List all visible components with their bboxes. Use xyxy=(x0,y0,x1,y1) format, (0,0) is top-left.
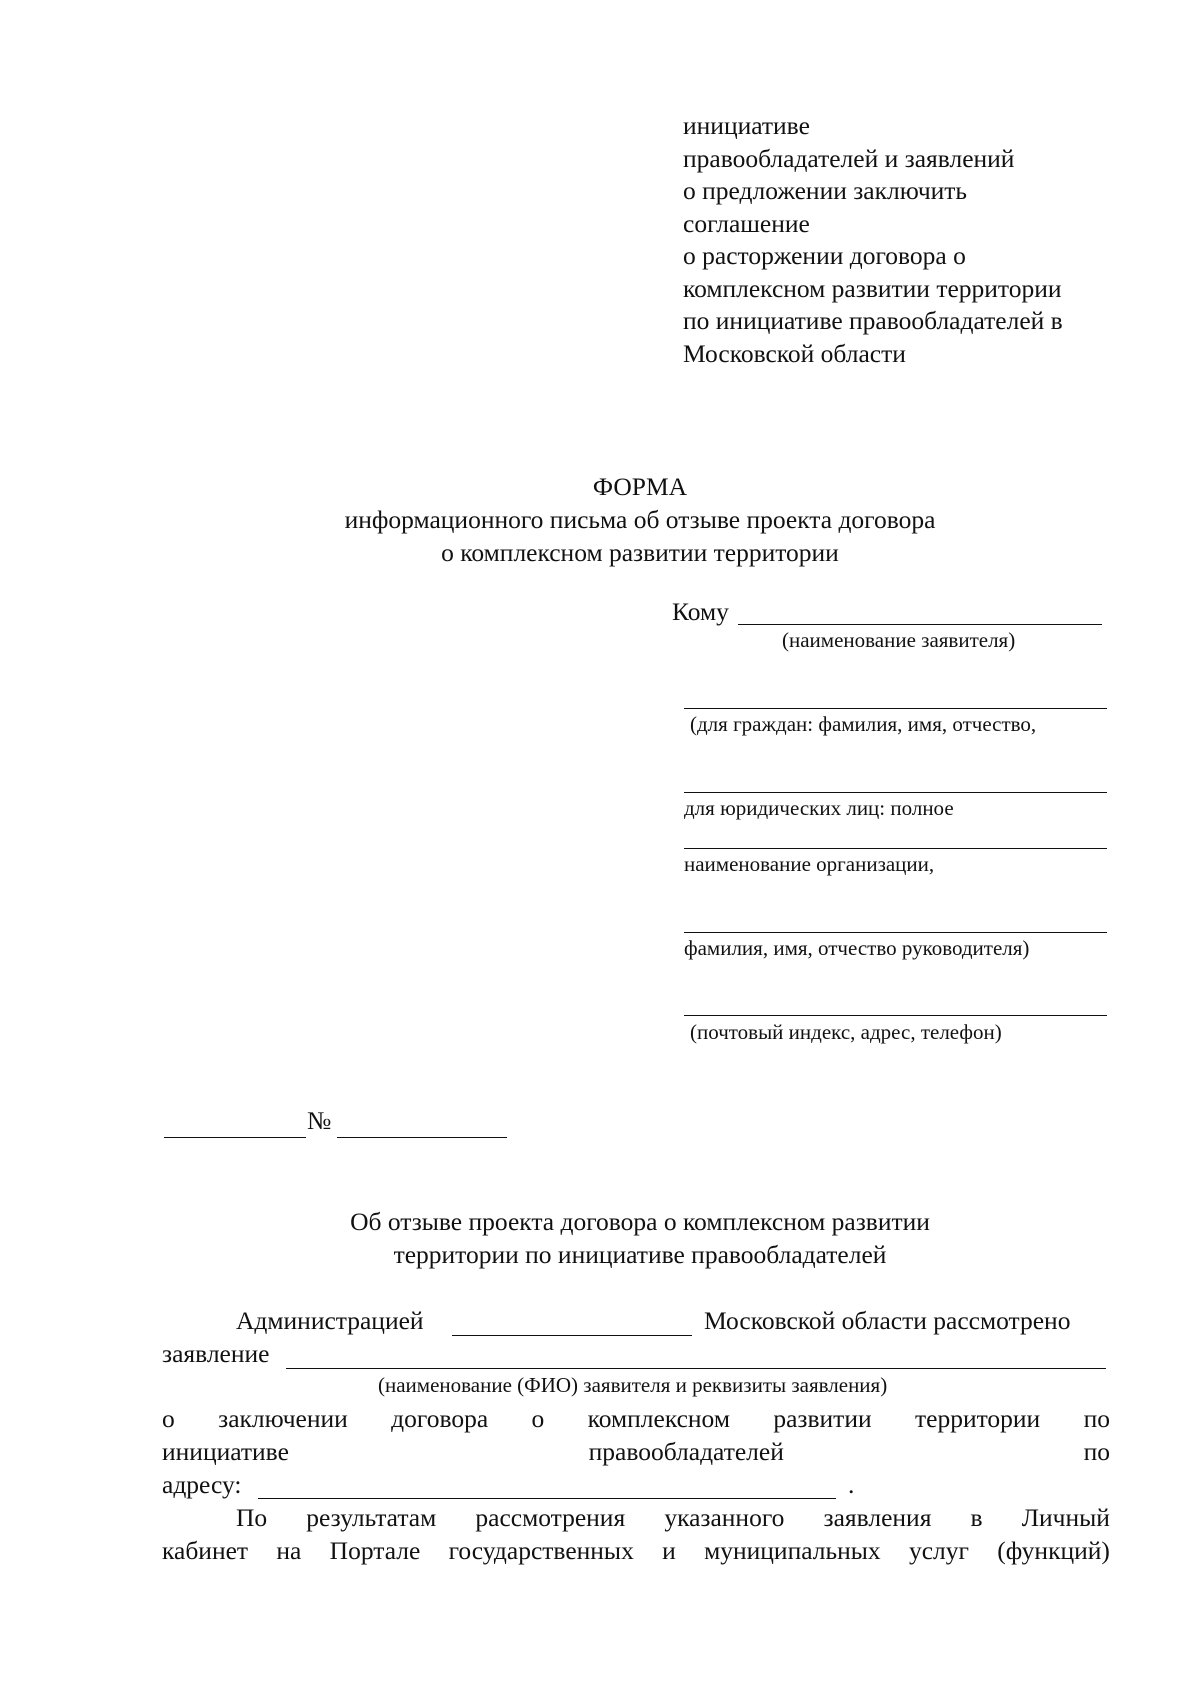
body-address-label: адресу: xyxy=(162,1470,242,1499)
body-word: (функций) xyxy=(997,1536,1110,1565)
caption-applicant: (наименование заявителя) xyxy=(782,628,1016,652)
body-word: на xyxy=(276,1536,302,1565)
form-subtitle: о комплексном развитии территории xyxy=(441,538,839,567)
recipient-blank-line[interactable] xyxy=(684,932,1107,933)
caption-statement: (наименование (ФИО) заявителя и реквизиты заявления) xyxy=(378,1373,888,1397)
body-statement: заявление xyxy=(162,1339,270,1368)
body-word: Портале xyxy=(329,1536,421,1565)
body-line xyxy=(162,1437,1110,1467)
body-word: по xyxy=(1083,1404,1110,1433)
body-word: государственных xyxy=(448,1536,634,1565)
recipient-blank-line[interactable] xyxy=(684,792,1107,793)
body-line xyxy=(162,1404,1110,1434)
address-blank-line[interactable] xyxy=(258,1498,836,1499)
administration-blank-line[interactable] xyxy=(452,1335,692,1336)
header-line: о расторжении договора о xyxy=(683,241,966,270)
body-word: заявления xyxy=(823,1503,932,1532)
recipient-blank-line[interactable] xyxy=(684,848,1107,849)
body-word: и xyxy=(662,1536,676,1565)
body-word: По xyxy=(236,1503,268,1532)
body-word: договора xyxy=(391,1404,489,1433)
body-word: инициативе xyxy=(162,1437,289,1466)
subject-line: территории по инициативе правообладателей xyxy=(393,1240,887,1269)
body-line xyxy=(162,1536,1110,1566)
caption-address: (почтовый индекс, адрес, телефон) xyxy=(690,1020,1002,1044)
body-word: Личный xyxy=(1021,1503,1110,1532)
body-word: по xyxy=(1083,1437,1110,1466)
body-word: результатам xyxy=(306,1503,437,1532)
header-line: Московской области xyxy=(683,338,906,368)
header-line: по инициативе правообладателей в xyxy=(683,306,1063,335)
form-subtitle: информационного письма об отзыве проекта договора xyxy=(344,505,936,534)
body-period: . xyxy=(848,1470,855,1499)
body-word: заключении xyxy=(218,1404,348,1433)
header-line: инициативе xyxy=(683,111,810,140)
recipient-blank-line[interactable] xyxy=(684,1015,1107,1016)
header-line: комплексном развитии территории xyxy=(683,273,1062,303)
to-label: Кому xyxy=(672,597,729,626)
body-word: указанного xyxy=(664,1503,785,1532)
caption-citizens: (для граждан: фамилия, имя, отчество, xyxy=(690,712,1037,736)
header-line: соглашение xyxy=(683,208,810,238)
number-sign: № xyxy=(307,1106,332,1135)
body-word: территории xyxy=(914,1404,1041,1433)
body-word: комплексном xyxy=(587,1404,730,1433)
form-title: ФОРМА xyxy=(592,472,688,501)
date-blank-line[interactable] xyxy=(164,1137,306,1138)
caption-org: наименование организации, xyxy=(684,852,935,876)
body-word: рассмотрения xyxy=(475,1503,626,1532)
body-word: кабинет xyxy=(162,1536,249,1565)
caption-head: фамилия, имя, отчество руководителя) xyxy=(684,936,1030,960)
body-word: о xyxy=(162,1404,175,1433)
body-region-reviewed: Московской области рассмотрено xyxy=(704,1306,1071,1335)
body-word: в xyxy=(970,1503,983,1532)
header-line: правообладателей и заявлений xyxy=(683,143,1015,173)
caption-legal: для юридических лиц: полное xyxy=(684,796,954,820)
body-word: муниципальных xyxy=(704,1536,881,1565)
body-word: развитии xyxy=(773,1404,872,1433)
subject-line: Об отзыве проекта договора о комплексном развитии xyxy=(350,1207,930,1236)
body-word: правообладателей xyxy=(588,1437,784,1466)
statement-blank-line[interactable] xyxy=(286,1368,1106,1369)
to-blank-line[interactable] xyxy=(738,624,1102,625)
number-blank-line[interactable] xyxy=(337,1137,507,1138)
header-block xyxy=(683,110,1123,370)
recipient-blank-line[interactable] xyxy=(684,708,1107,709)
body-administration: Администрацией xyxy=(236,1306,424,1335)
body-line xyxy=(236,1503,1110,1533)
header-line: о предложении заключить xyxy=(683,176,968,205)
body-word: услуг xyxy=(908,1536,969,1565)
body-word: о xyxy=(531,1404,545,1433)
